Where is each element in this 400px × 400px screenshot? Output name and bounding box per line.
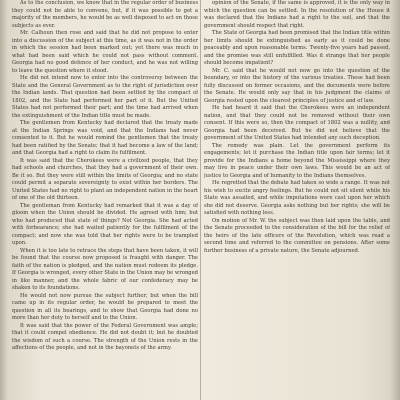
paragraph: opinion of the Senate, if the same is approved, it is the only way in which the question can be settled. In the resolution of the House it was declared that the Indians had a right to the soil, and that the government should respect that right. [204, 0, 390, 29]
text-column-left [12, 0, 198, 400]
page-edge-shadow-right [390, 0, 400, 400]
paragraph: It was said that the Cherokees were a civilized people, that they had schools and churches, that they had a government of their own. Be it so. But they were still within the limits of Georgia; and no state could permit a separate sovereignty to exist within her borders. The United States had no right to plant an independent nation in the heart of one of the old thirteen. [12, 157, 198, 201]
text-column-right [204, 0, 390, 400]
paragraph: The State of Georgia had been promised that the Indian title within her limits should be extinguished as early as it could be done peaceably and upon reasonable terms. Twenty-five years had passed, and the promise was still unfulfilled. Was it strange that her people should become impatient? [204, 30, 390, 66]
paragraph: Mr. Calhoun then rose and said that he did not propose to enter into a discussion of the subject at this time, as it was not in the order in which the session had been marked out; yet there was much in what had been said which he could not pass without comment. Georgia had no good defence of her conduct, and he was not willing to leave the question where it stood. [12, 30, 198, 74]
paragraph: As to the conclusion, we know that in the regular order of business they could not be able to convene, but, if it was possible to get a majority of the members, he would be as well disposed to act on those subjects as ever. [12, 0, 198, 29]
paragraph: He regretted that the debate had taken so wide a range. It was not his wish to excite angry feelings. But he could not sit silent while his State was assailed, and while imputations were cast upon her which she did not deserve. Georgia asks nothing but her rights; she will be satisfied with nothing less. [204, 180, 390, 216]
paragraph: Mr. C. said that he would not now go into the question of the boundary, or into the history of the various treaties. These had been fully discussed on former occasions, and the documents were before the Senate. He would only say that in his judgment the claims of Georgia rested upon the clearest principles of justice and of law. [204, 67, 390, 104]
column-divider [200, 0, 201, 400]
paragraph: The gentleman from Kentucky had remarked that it was a day of gloom when the Union should be divided. He agreed with him; but who had produced that state of things? Not Georgia. She had acted with forbearance; she had waited patiently for the fulfilment of the compact; and now she was told that her rights were to be trampled upon. [12, 202, 198, 246]
paragraph: When it is too late to retrace the steps that have been taken, it will be found that the course now proposed is fraught with danger. The faith of the nation is pledged, and the nation must redeem its pledge. If Georgia is wronged, every other State in the Union may be wronged in like manner, and the whole fabric of our confederacy may be shaken to its foundations. [12, 247, 198, 291]
paragraph: The remedy was plain. Let the government perform its engagements; let it purchase the Indian title upon fair terms; let it provide for the Indians a home beyond the Mississippi where they may live in peace under their own laws. This would be an act of justice to Georgia and of humanity to the Indians themselves. [204, 142, 390, 179]
paragraph: On motion of Mr. W. the subject was then laid upon the table, and the Senate proceeded to the consideration of the bill for the relief of the heirs of the late officers of the Revolution, which was read a second time and referred to the committee on pensions. After some further business of a private nature, the Senate adjourned. [204, 217, 390, 254]
paragraph: It was said that the power of the Federal Government was ample; that it could compel obedience. He did not doubt it; but he doubted the wisdom of such a course. The strength of the Union rests in the affections of the people, and not in the bayonets of the army. [12, 322, 198, 351]
page-edge-shadow-left [0, 0, 8, 400]
paragraph: He had heard it said that the Cherokees were an independent nation, and that they could not be removed without their own consent. If this were so, then the compact of 1802 was a nullity, and Georgia had been deceived. But he did not believe that the government of the United States had intended any such deception. [204, 105, 390, 141]
paragraph: He would not now pursue the subject further; but when the bill came up in its regular order, he would be prepared to meet the question in all its bearings, and to show that Georgia had done no more than her duty to herself and to the Union. [12, 292, 198, 321]
paragraph: The gentlemen from Kentucky had declared that the treaty made at the Indian Springs was void, and that the Indians had never consented to it. But he would remind the gentlemen that the treaty had been ratified by the Senate; that it had become a law of the land; and that Georgia had a right to claim its fulfilment. [12, 120, 198, 156]
paragraph: He did not intend now to enter into the controversy between the State and the General Government as to the right of jurisdiction over the Indian lands. That question had been settled by the compact of 1802, and the State had performed her part of it. But the United States had not performed their part; and the time had arrived when the extinguishment of the Indian title must be made. [12, 75, 198, 119]
